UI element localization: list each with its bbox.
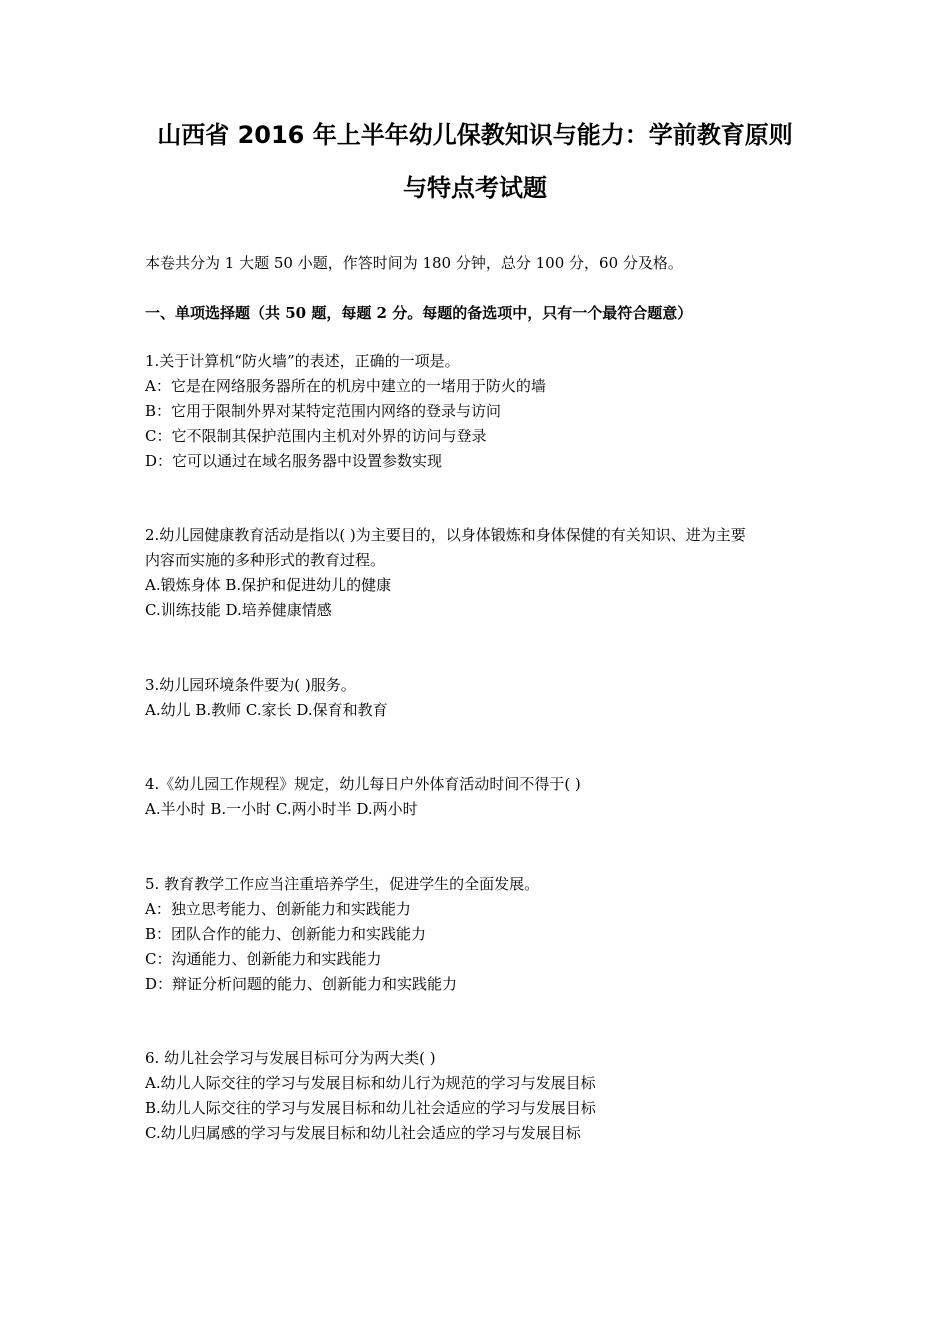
question-3-options: A.幼儿 B.教师 C.家长 D.保育和教育 [145, 701, 388, 719]
question-6-option-a: A.幼儿人际交往的学习与发展目标和幼儿行为规范的学习与发展目标 [145, 1074, 596, 1092]
question-6-option-c: C.幼儿归属感的学习与发展目标和幼儿社会适应的学习与发展目标 [145, 1124, 581, 1142]
question-5-option-c: C：沟通能力、创新能力和实践能力 [145, 950, 382, 968]
document-title-line-1: 山西省 2016 年上半年幼儿保教知识与能力：学前教育原则 [157, 121, 793, 149]
question-4-stem: 4.《幼儿园工作规程》规定，幼儿每日户外体育活动时间不得于( ) [145, 775, 581, 793]
question-1-option-c: C：它不限制其保护范围内主机对外界的访问与登录 [145, 427, 487, 445]
question-1-option-b: B：它用于限制外界对某特定范围内网络的登录与访问 [145, 402, 502, 420]
section-heading: 一、单项选择题（共 50 题，每题 2 分。每题的备选项中，只有一个最符合题意） [145, 304, 693, 322]
question-6-stem: 6. 幼儿社会学习与发展目标可分为两大类( ) [145, 1049, 436, 1067]
question-5-option-b: B：团队合作的能力、创新能力和实践能力 [145, 925, 427, 943]
question-5-option-a: A：独立思考能力、创新能力和实践能力 [145, 900, 411, 918]
question-1-option-d: D：它可以通过在域名服务器中设置参数实现 [145, 452, 443, 470]
document-title-line-2: 与特点考试题 [403, 174, 547, 202]
question-3-stem: 3.幼儿园环境条件要为( )服务。 [145, 676, 356, 694]
question-1-stem: 1.关于计算机“防火墙”的表述，正确的一项是。 [145, 352, 460, 370]
question-1-option-a: A：它是在网络服务器所在的机房中建立的一堵用于防火的墙 [145, 377, 546, 395]
question-5-option-d: D：辩证分析问题的能力、创新能力和实践能力 [145, 975, 458, 993]
exam-intro: 本卷共分为 1 大题 50 小题，作答时间为 180 分钟，总分 100 分，60 分及格。 [145, 254, 683, 272]
question-6-option-b: B.幼儿人际交往的学习与发展目标和幼儿社会适应的学习与发展目标 [145, 1099, 596, 1117]
question-2-options-ab: A.锻炼身体 B.保护和促进幼儿的健康 [145, 576, 392, 594]
question-2-stem-line-1: 2.幼儿园健康教育活动是指以( )为主要目的，以身体锻炼和身体保健的有关知识、进为主要 [145, 526, 746, 544]
question-4-options: A.半小时 B.一小时 C.两小时半 D.两小时 [145, 800, 418, 818]
question-2-options-cd: C.训练技能 D.培养健康情感 [145, 601, 332, 619]
question-5-stem: 5. 教育教学工作应当注重培养学生，促进学生的全面发展。 [145, 875, 540, 893]
question-2-stem-line-2: 内容而实施的多种形式的教育过程。 [145, 551, 386, 569]
